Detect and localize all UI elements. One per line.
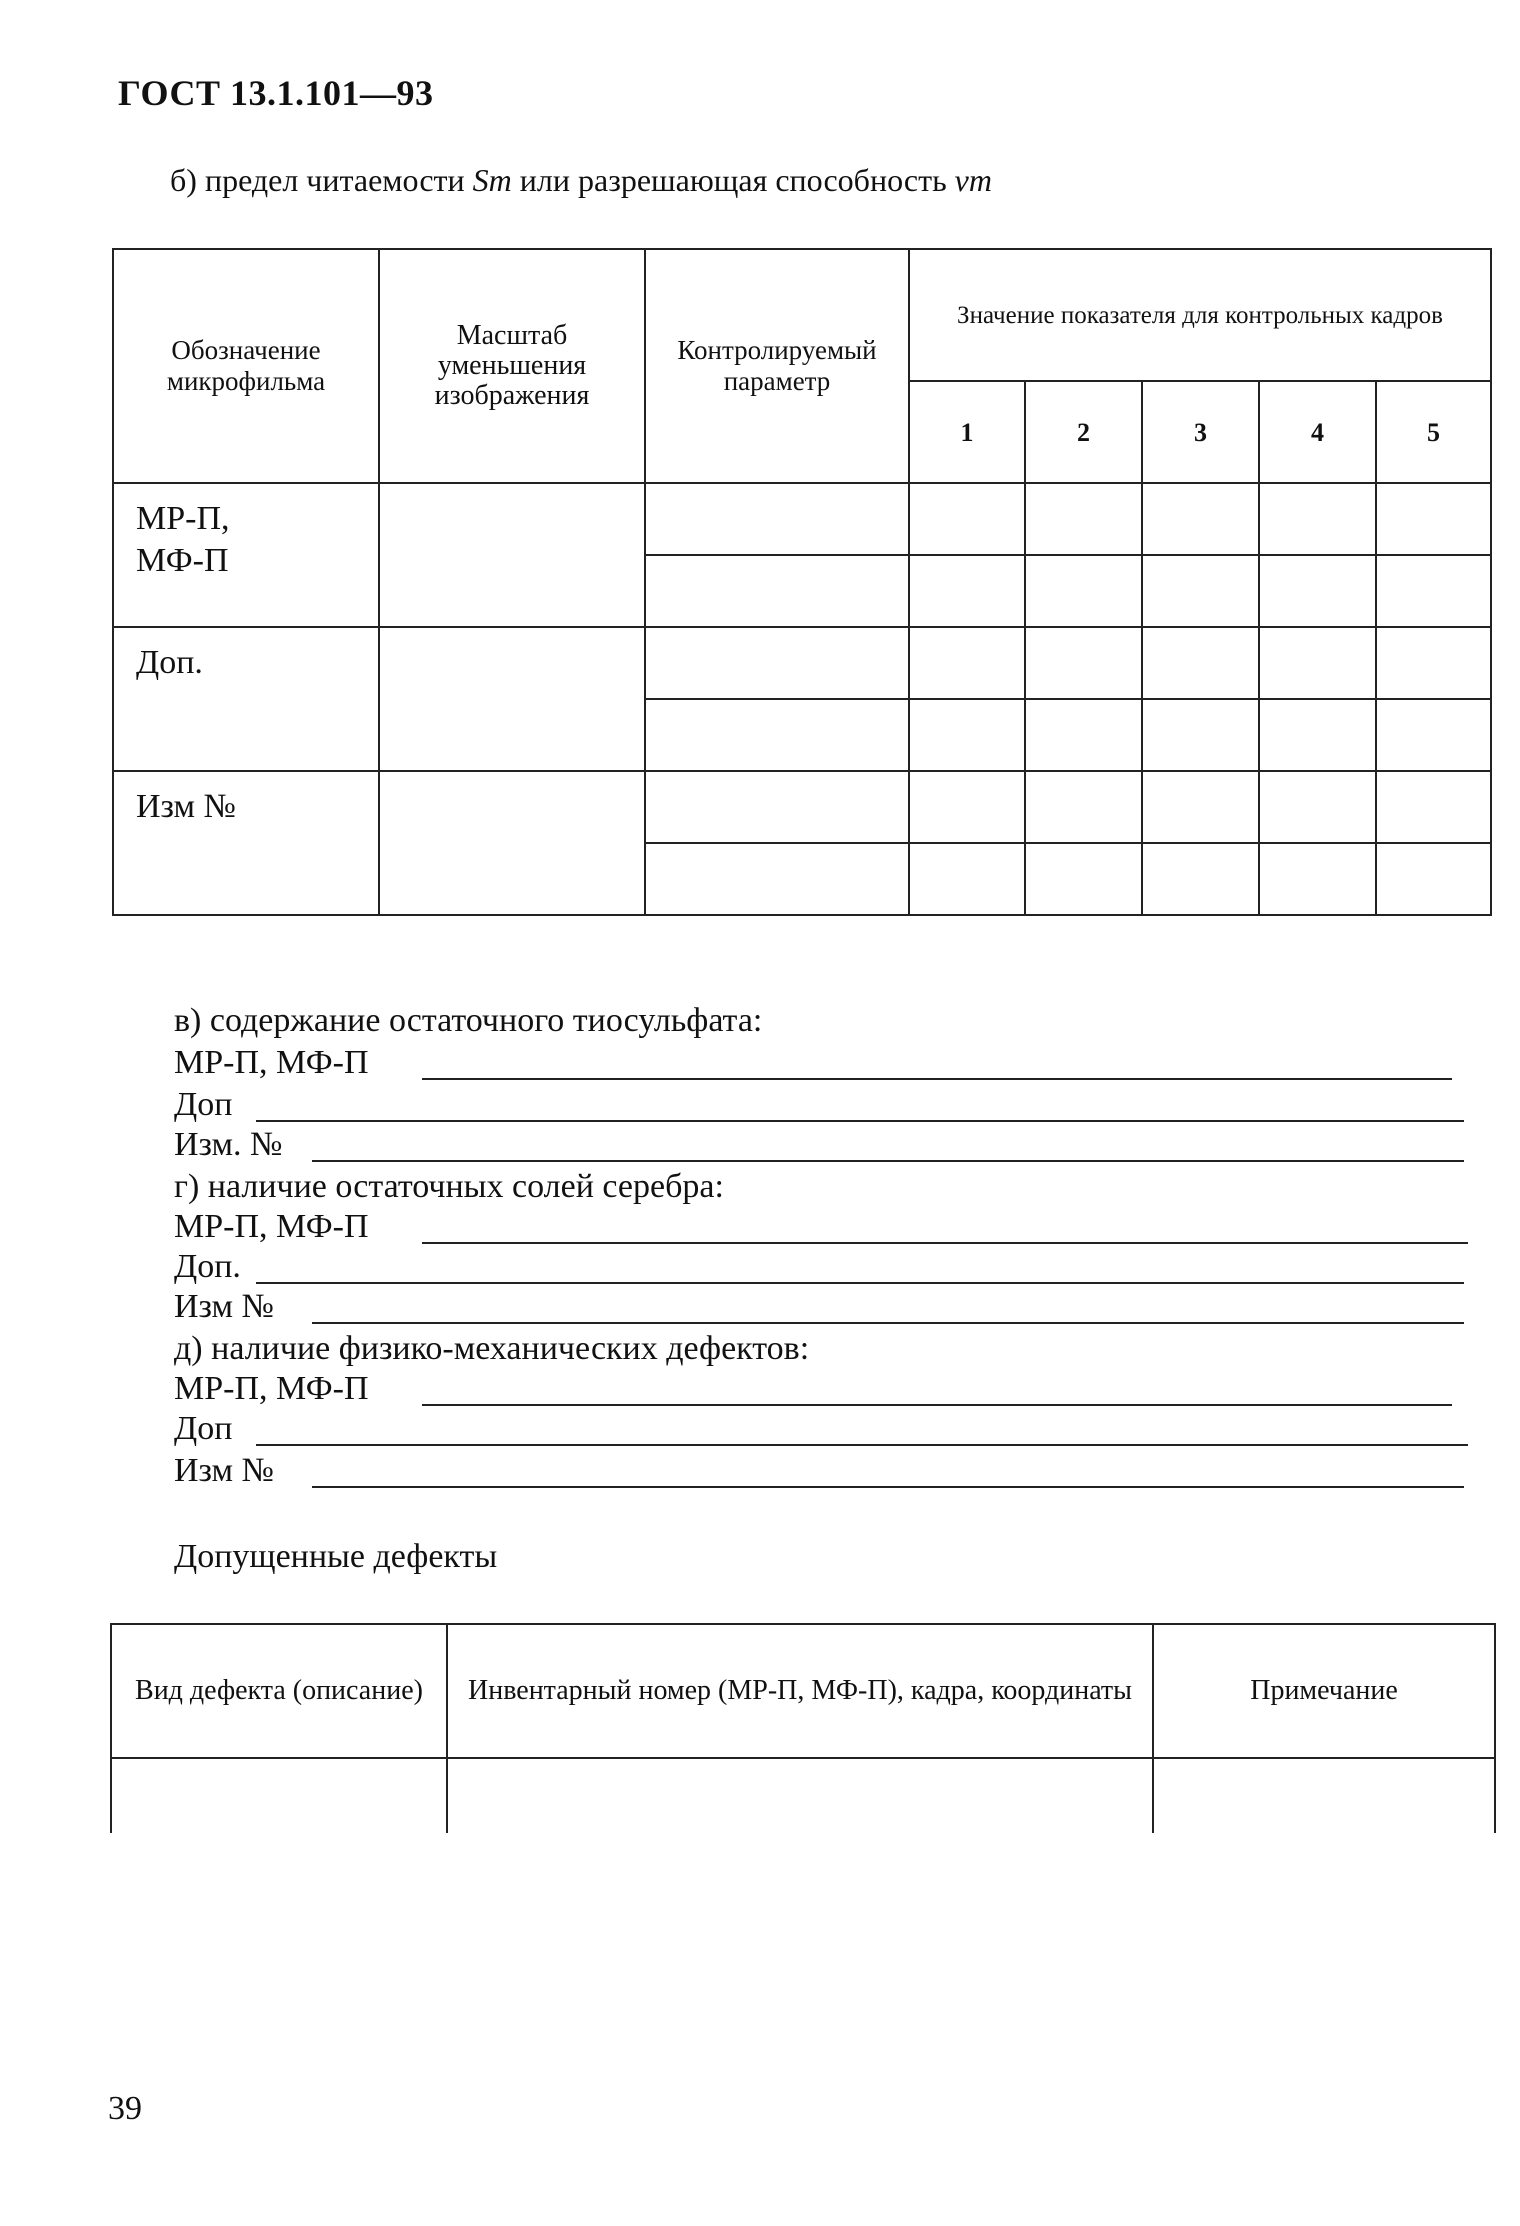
cell-value[interactable] [909,483,1025,555]
section-d-izm-field[interactable] [312,1486,1464,1488]
section-d-mrp-field[interactable] [422,1404,1452,1406]
header-frame-5: 5 [1376,381,1491,483]
header-frame-3: 3 [1142,381,1259,483]
cell-value[interactable] [1025,699,1142,771]
section-d-dop-label: Доп [174,1410,233,1447]
cell-value[interactable] [1142,699,1259,771]
document-header: ГОСТ 13.1.101—93 [118,73,434,113]
header-designation: Обозначение микрофильма [113,249,379,483]
symbol-s: Sm [472,162,512,198]
section-v-mrp-field[interactable] [422,1078,1452,1080]
section-d-mrp-label: МР-П, МФ-П [174,1370,369,1407]
header-note: Примечание [1153,1624,1495,1758]
cell-inventory-number[interactable] [447,1758,1153,1833]
section-g-title: г) наличие остаточных солей серебра: [174,1168,724,1205]
header-frames-group: Значение показателя для контрольных кадров [909,249,1491,381]
cell-parameter[interactable] [645,555,909,627]
section-v-mrp-label: МР-П, МФ-П [174,1044,369,1081]
section-v-dop-field[interactable] [256,1120,1464,1122]
section-g-izm-field[interactable] [312,1322,1464,1324]
readability-table [112,248,1492,916]
section-b-title: б) предел читаемости Sm или разрешающая способность νm [170,162,992,198]
header-inventory-number: Инвентарный номер (МР-П, МФ-П), кадра, координаты [447,1624,1153,1758]
cell-scale[interactable] [379,627,645,771]
section-d-dop-field[interactable] [256,1444,1468,1446]
section-v-izm-field[interactable] [312,1160,1464,1162]
cell-value[interactable] [1259,699,1376,771]
cell-parameter[interactable] [645,483,909,555]
cell-value[interactable] [1142,627,1259,699]
cell-value[interactable] [1142,771,1259,843]
section-v-title: в) содержание остаточного тиосульфата: [174,1002,763,1039]
cell-defect-type[interactable] [111,1758,447,1833]
table-row [113,771,1491,843]
cell-value[interactable] [909,699,1025,771]
cell-value[interactable] [1025,555,1142,627]
section-g-dop-label: Доп. [174,1248,241,1285]
page-number: 39 [108,2090,142,2127]
cell-value[interactable] [1259,771,1376,843]
cell-value[interactable] [909,771,1025,843]
cell-value[interactable] [1025,843,1142,915]
row-label-dop: Доп. [113,627,379,771]
symbol-v: νm [954,162,992,198]
cell-value[interactable] [1376,843,1491,915]
header-frame-1: 1 [909,381,1025,483]
section-g-izm-label: Изм № [174,1288,274,1325]
cell-value[interactable] [1142,843,1259,915]
row-label-mrp: МР-П, МФ-П [113,483,379,627]
table-row [113,483,1491,555]
section-d-izm-label: Изм № [174,1452,274,1489]
section-v-izm-label: Изм. № [174,1126,283,1163]
cell-value[interactable] [1259,555,1376,627]
cell-parameter[interactable] [645,843,909,915]
cell-scale[interactable] [379,771,645,915]
section-g-mrp-label: МР-П, МФ-П [174,1208,369,1245]
cell-value[interactable] [1376,699,1491,771]
cell-value[interactable] [1376,627,1491,699]
cell-value[interactable] [1376,771,1491,843]
table-row [113,627,1491,699]
section-v-dop-label: Доп [174,1086,233,1123]
cell-value[interactable] [1376,483,1491,555]
cell-scale[interactable] [379,483,645,627]
cell-parameter[interactable] [645,771,909,843]
cell-parameter[interactable] [645,627,909,699]
cell-value[interactable] [1259,627,1376,699]
table-row [111,1758,1495,1833]
cell-value[interactable] [1259,843,1376,915]
header-scale: Масштаб уменьшения изображения [379,249,645,483]
header-frame-2: 2 [1025,381,1142,483]
header-frame-4: 4 [1259,381,1376,483]
cell-note[interactable] [1153,1758,1495,1833]
section-g-dop-field[interactable] [256,1282,1464,1284]
cell-value[interactable] [909,843,1025,915]
cell-value[interactable] [1025,627,1142,699]
defects-table [110,1623,1496,1833]
header-parameter: Контролируемый параметр [645,249,909,483]
cell-value[interactable] [909,555,1025,627]
cell-value[interactable] [1376,555,1491,627]
cell-value[interactable] [1142,483,1259,555]
cell-value[interactable] [1142,555,1259,627]
cell-value[interactable] [909,627,1025,699]
section-g-mrp-field[interactable] [422,1242,1468,1244]
cell-value[interactable] [1025,483,1142,555]
defects-title: Допущенные дефекты [174,1538,498,1575]
cell-value[interactable] [1259,483,1376,555]
header-defect-type: Вид дефекта (описание) [111,1624,447,1758]
cell-value[interactable] [1025,771,1142,843]
cell-parameter[interactable] [645,699,909,771]
section-d-title: д) наличие физико-механических дефектов: [174,1330,810,1367]
row-label-izm: Изм № [113,771,379,915]
